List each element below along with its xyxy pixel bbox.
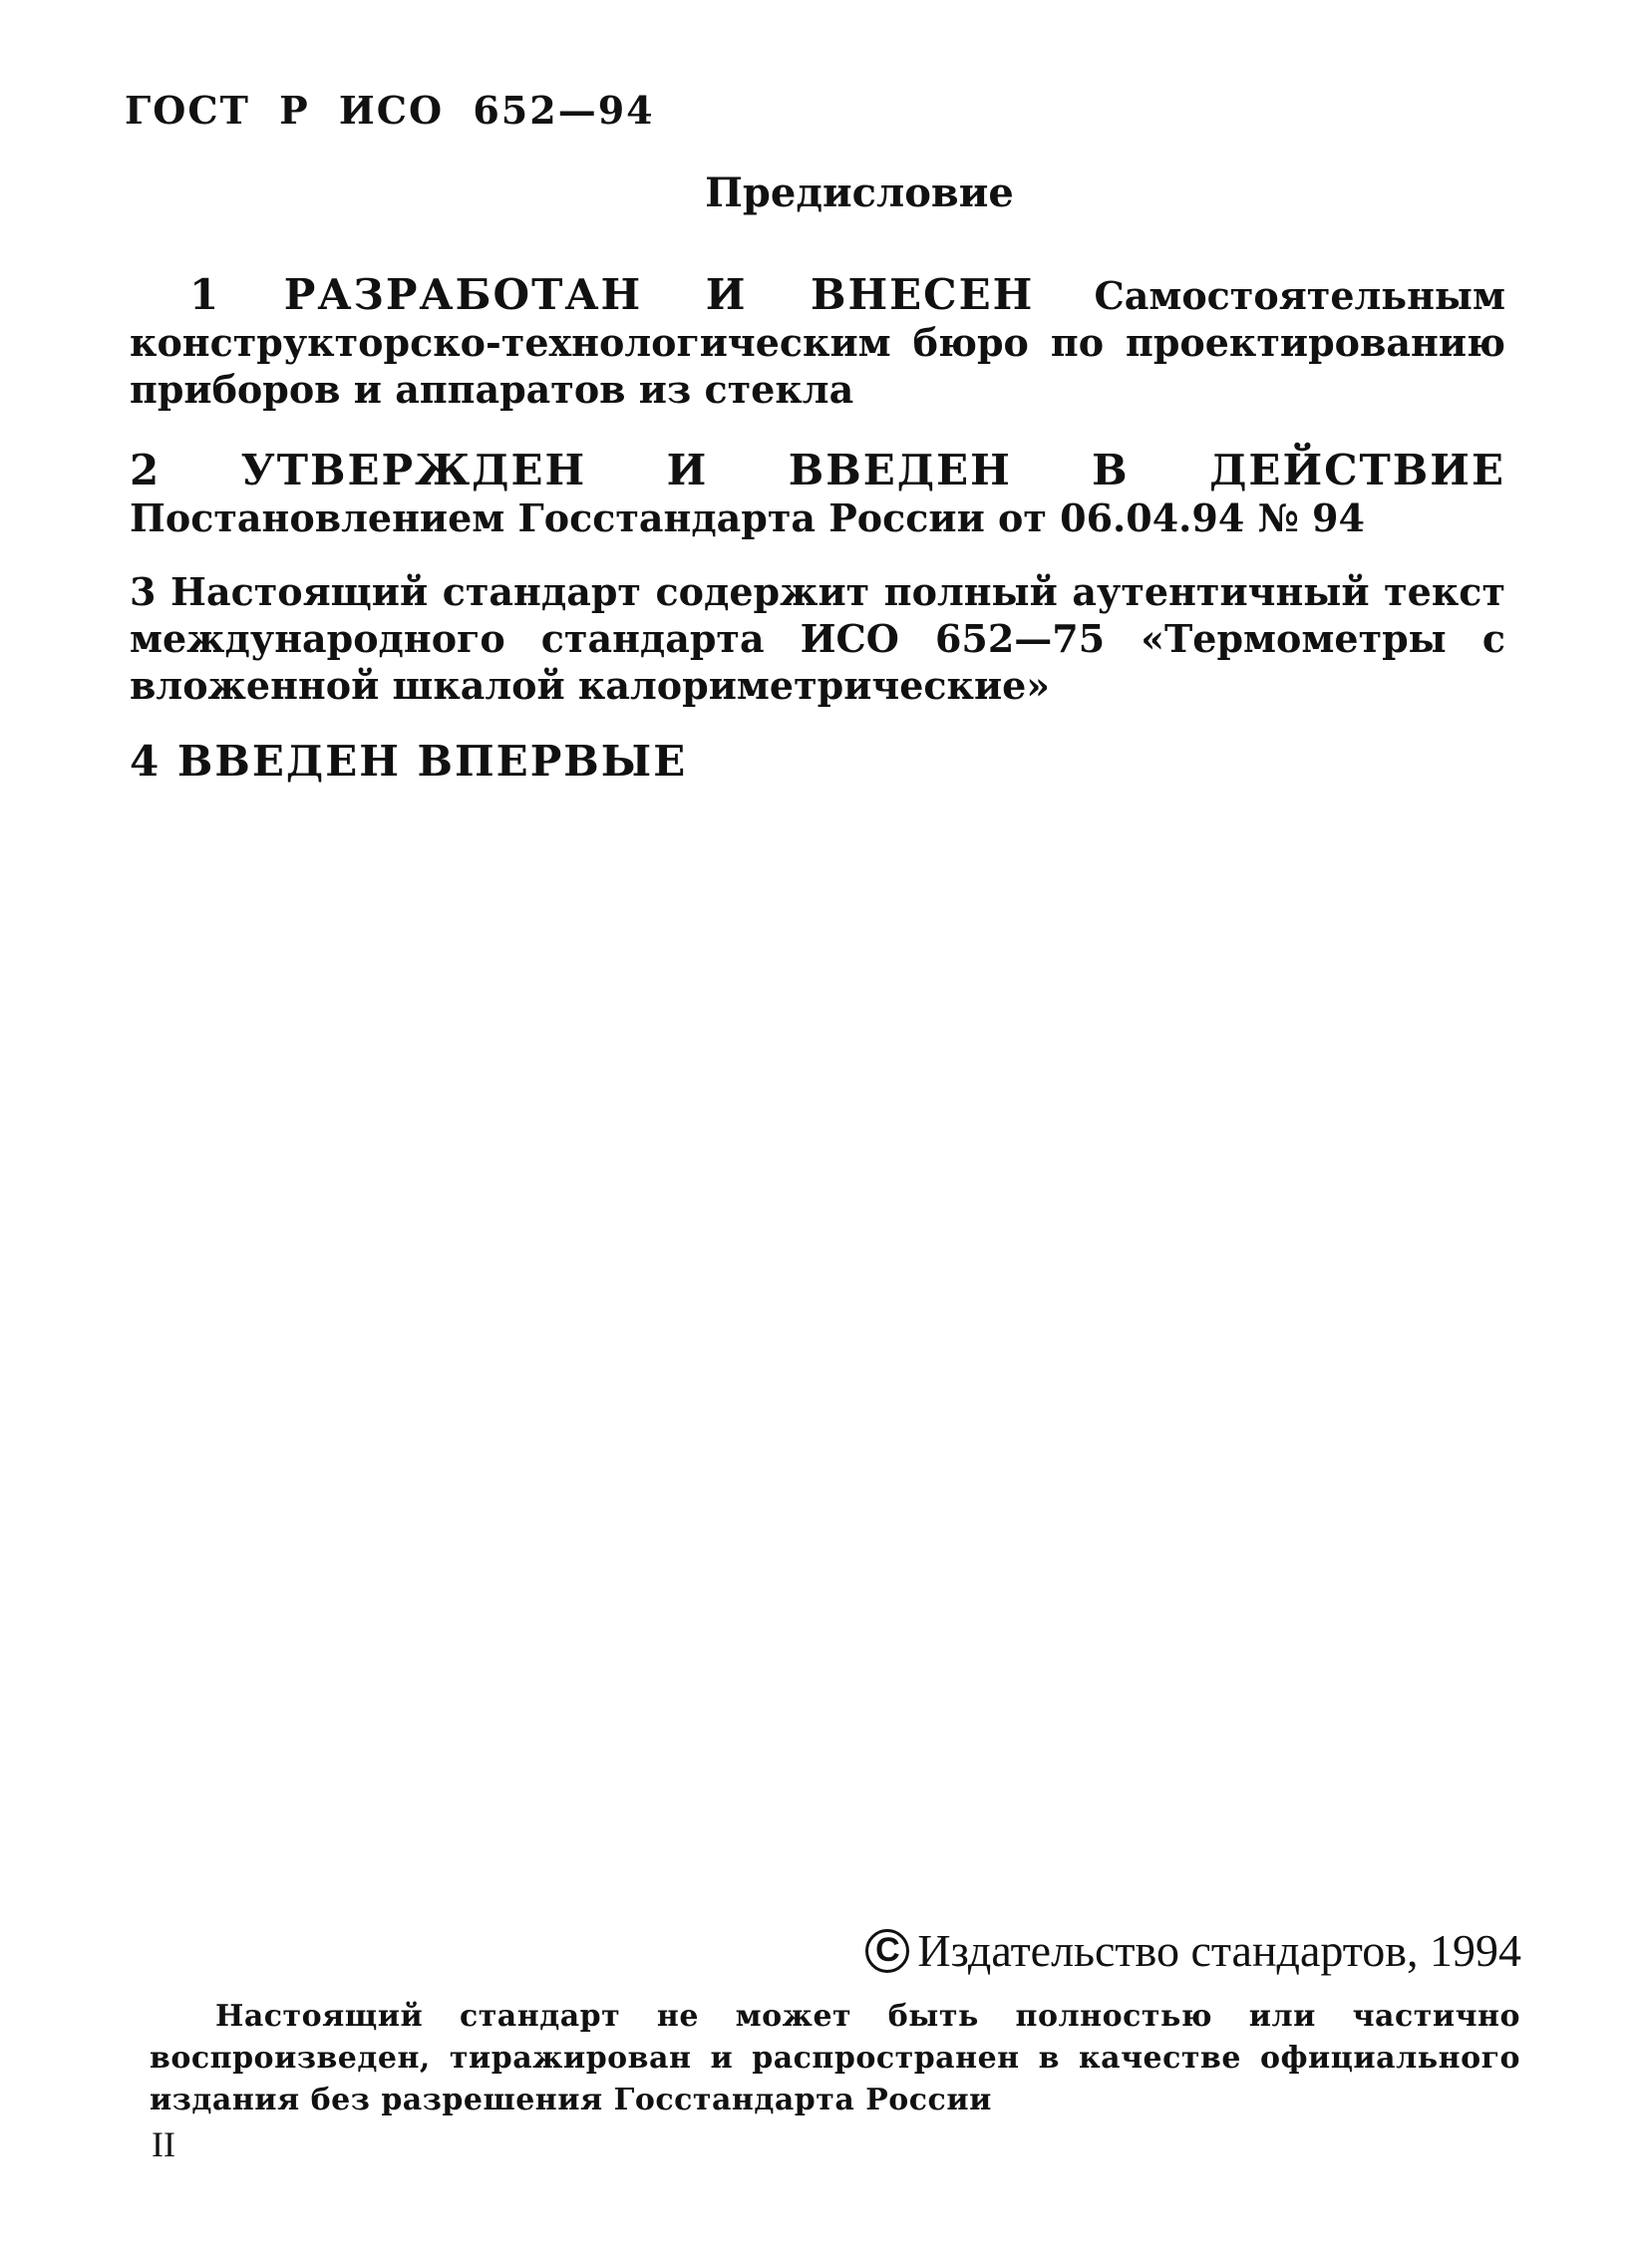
foreword-item-2-lead: 2 УТВЕРЖДЕН И ВВЕДЕН В ДЕЙСТВИЕ (130, 446, 1505, 494)
foreword-item-3-text: 3 Настоящий стандарт содержит полный аутентичный текст международного стандарта ИСО 652—75 «Термометры с вложенной шкалой калориметрические» (130, 569, 1505, 708)
foreword-item-1 (130, 271, 1505, 413)
foreword-item-1-text: Самостоятельным конструкторско-технологическим бюро по проектированию приборов и аппаратов из стекла (130, 273, 1505, 412)
foreword-item-2-text: Постановлением Госстандарта России от 06.04.94 № 94 (130, 495, 1365, 540)
reproduction-notice: Настоящий стандарт не может быть полностью или частично воспроизведен, тиражирован и распространен в качестве официального издания без разрешения Госстандарта России (150, 1999, 1520, 2117)
foreword-item-2 (130, 447, 1505, 541)
copyright-line (865, 1924, 1521, 1977)
page-number: II (152, 2124, 175, 2164)
page-title: Предисловие (705, 169, 1014, 216)
copyright-icon: C (865, 1929, 909, 1973)
foreword-item-1-lead: 1 РАЗРАБОТАН И ВНЕСЕН (189, 270, 1035, 319)
copyright-text: Издательство стандартов, 1994 (917, 1925, 1521, 1976)
foreword-item-4 (130, 738, 1505, 786)
foreword-item-4-lead: 4 ВВЕДЕН ВПЕРВЫЕ (130, 737, 688, 786)
foreword-item-3 (130, 568, 1505, 709)
standard-code-header: ГОСТ Р ИСО 652—94 (125, 88, 655, 133)
